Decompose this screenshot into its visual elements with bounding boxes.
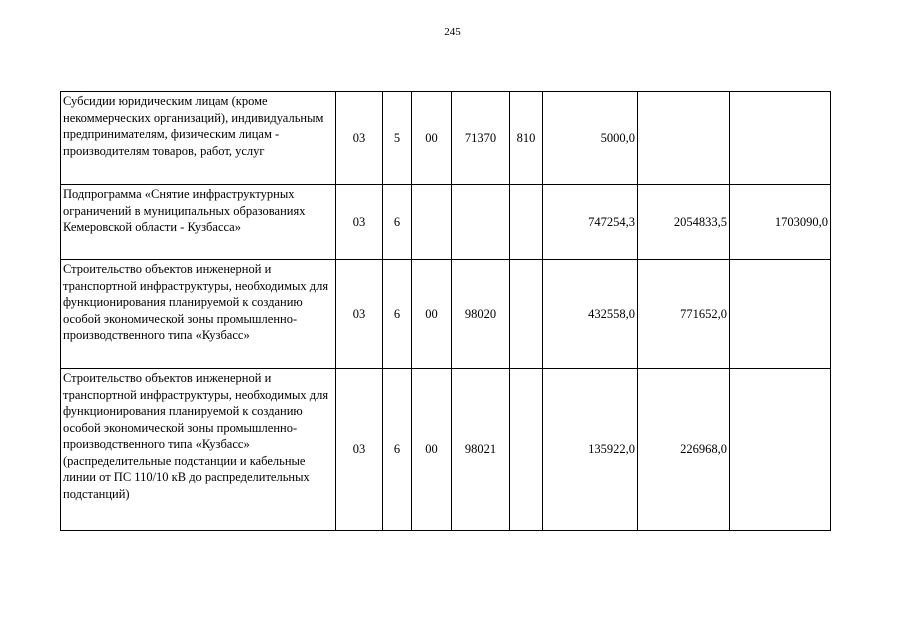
amount-3 [730,369,831,531]
table-row [61,260,831,369]
table-row [61,369,831,531]
program-code: 6 [383,260,412,369]
amount-2: 226968,0 [638,369,730,531]
direction-code [452,185,510,260]
program-code: 6 [383,185,412,260]
amount-2: 2054833,5 [638,185,730,260]
subprogram-code: 00 [412,260,452,369]
subprogram-code: 00 [412,369,452,531]
row-description: Подпрограмма «Снятие инфраструктурных ограничений в муниципальных образованиях Кемеровской области - Кузбасса» [61,185,336,260]
page-number: 245 [444,26,461,38]
row-description: Строительство объектов инженерной и транспортной инфраструктуры, необходимых для функционирования планируемой к созданию особой экономической зоны промышленно-производственного типа «Кузбасс» (распределительные подстанции и кабельные линии от ПС 110/10 кВ до распределительных подстанций) [61,369,336,531]
section-code: 03 [336,369,383,531]
subprogram-code [412,185,452,260]
expense-type-code [510,185,543,260]
direction-code: 98020 [452,260,510,369]
row-description: Субсидии юридическим лицам (кроме некоммерческих организаций), индивидуальным предпринимателям, физическим лицам - производителям товаров, работ, услуг [61,92,336,185]
amount-3 [730,92,831,185]
expense-type-code: 810 [510,92,543,185]
amount-3: 1703090,0 [730,185,831,260]
direction-code: 71370 [452,92,510,185]
amount-3 [730,260,831,369]
amount-1: 432558,0 [543,260,638,369]
amount-1: 135922,0 [543,369,638,531]
amount-2 [638,92,730,185]
subprogram-code: 00 [412,92,452,185]
direction-code: 98021 [452,369,510,531]
section-code: 03 [336,185,383,260]
section-code: 03 [336,260,383,369]
program-code: 6 [383,369,412,531]
amount-2: 771652,0 [638,260,730,369]
amount-1: 747254,3 [543,185,638,260]
amount-1: 5000,0 [543,92,638,185]
program-code: 5 [383,92,412,185]
section-code: 03 [336,92,383,185]
expense-type-code [510,369,543,531]
budget-table [60,91,831,531]
table-row [61,92,831,185]
table-row [61,185,831,260]
row-description: Строительство объектов инженерной и транспортной инфраструктуры, необходимых для функционирования планируемой к созданию особой экономической зоны промышленно-производственного типа «Кузбасс» [61,260,336,369]
expense-type-code [510,260,543,369]
